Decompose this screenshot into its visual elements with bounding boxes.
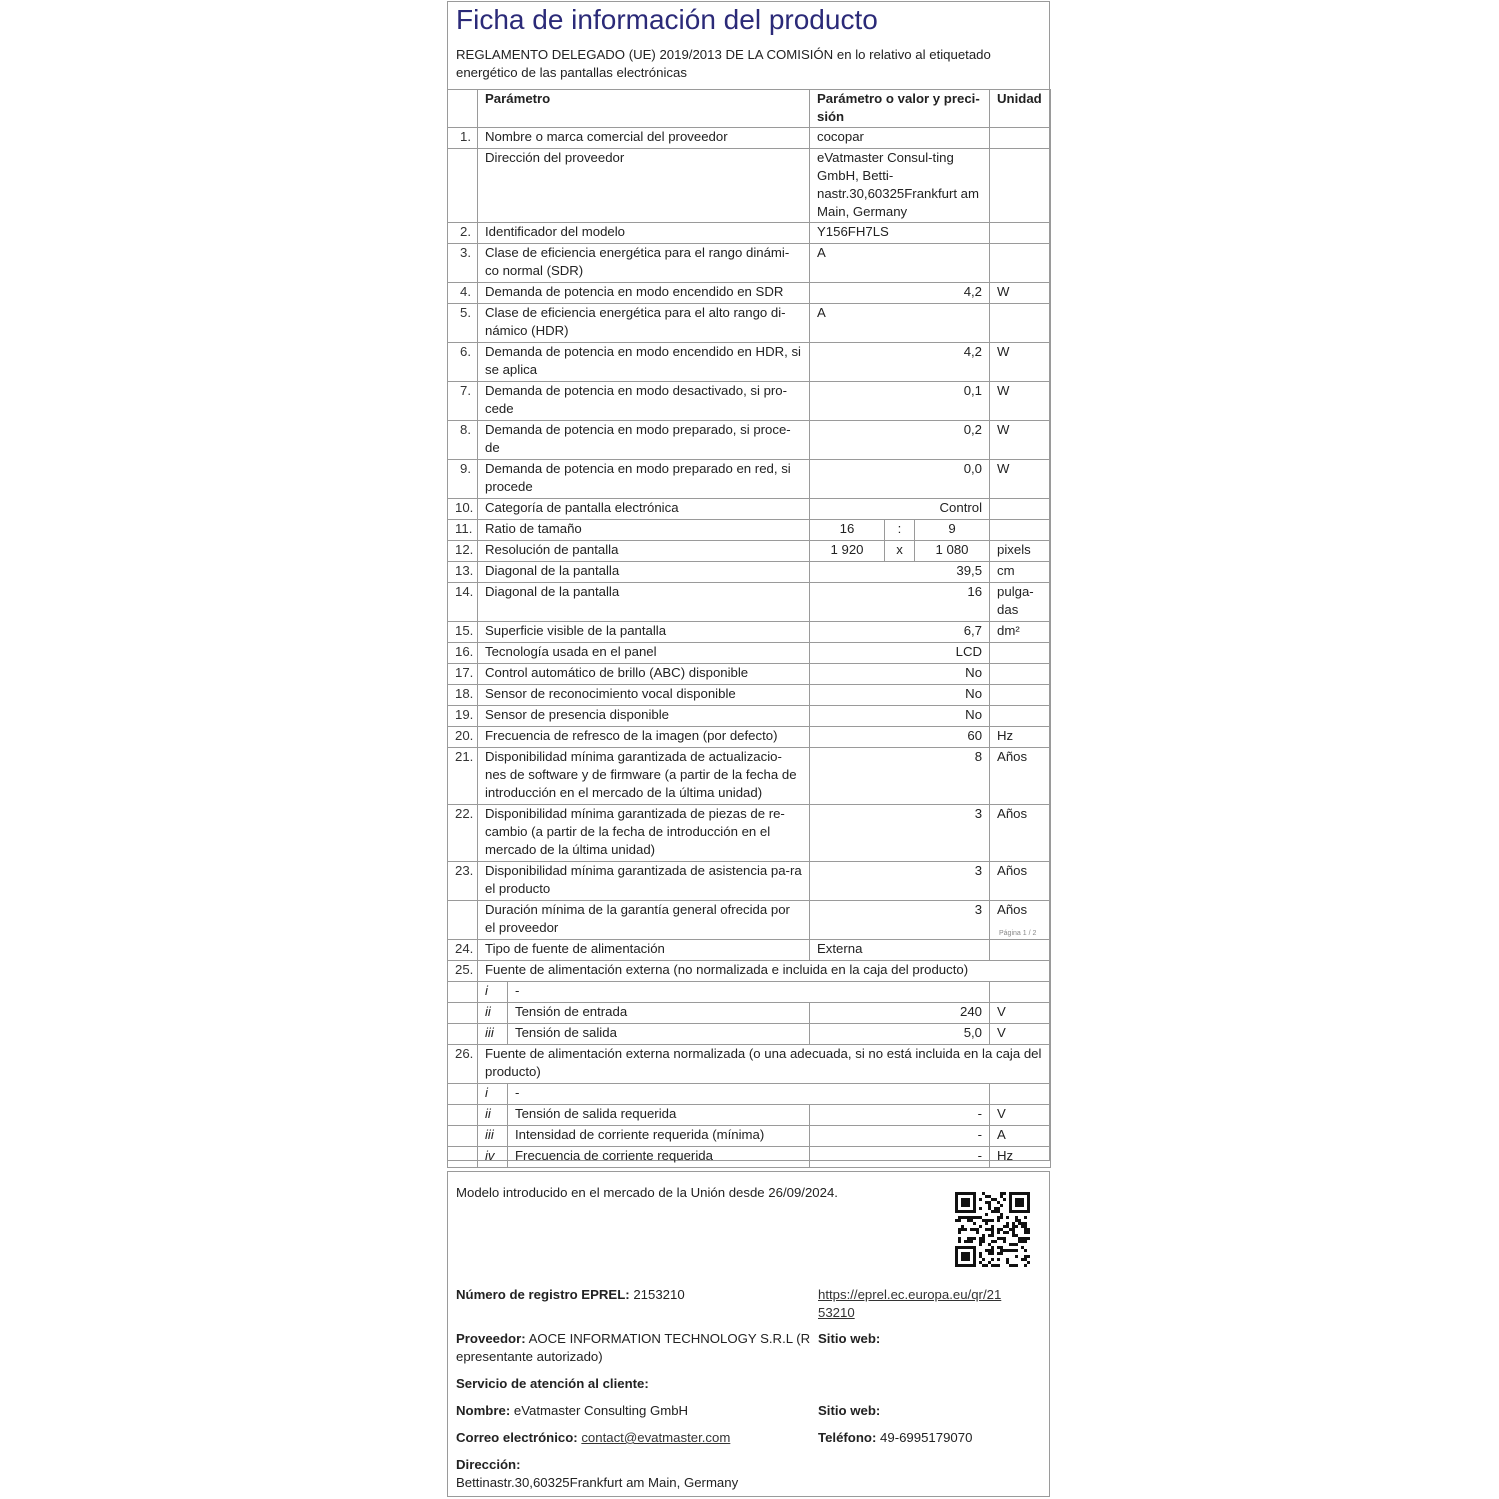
row-label: Identificador del modelo [478, 223, 810, 244]
table-row [448, 862, 1051, 901]
header-num-cell [448, 90, 478, 128]
row-unit [990, 685, 1051, 706]
row-value: Y156FH7LS [810, 223, 990, 244]
row-number [448, 1105, 478, 1126]
row-unit: Años [990, 805, 1051, 862]
sub-value: 5,0 [810, 1024, 990, 1045]
sub-value: - [810, 1105, 990, 1126]
table-row [448, 982, 1051, 1003]
row-value: 3 [810, 805, 990, 862]
page-title: Ficha de información del producto [456, 4, 878, 35]
spec-table [447, 89, 1051, 1168]
table-row [448, 901, 1051, 940]
row-unit: Años [990, 901, 1051, 940]
row-number [448, 901, 478, 940]
row-number: 12. [448, 541, 478, 562]
sub-label: Tensión de entrada [508, 1003, 810, 1024]
row-number [448, 149, 478, 223]
row-number: 10. [448, 499, 478, 520]
sub-unit [990, 982, 1051, 1003]
row-number: 21. [448, 748, 478, 805]
row-number: 23. [448, 862, 478, 901]
roman-index: i [478, 982, 508, 1003]
customer-service-label: Servicio de atención al cliente: [456, 1376, 649, 1391]
row-number: 25. [448, 961, 478, 982]
table-row [448, 1147, 1051, 1168]
table-row [448, 583, 1051, 622]
row-number [448, 1003, 478, 1024]
row-label: Tipo de fuente de alimentación [478, 940, 810, 961]
table-row [448, 1126, 1051, 1147]
row-value: No [810, 664, 990, 685]
regulation-title: REGLAMENTO DELEGADO (UE) 2019/2013 DE LA COMISIÓN [456, 47, 834, 62]
table-row [448, 244, 1051, 283]
row-value: No [810, 685, 990, 706]
row-value: 0,0 [810, 460, 990, 499]
row-label: Sensor de presencia disponible [478, 706, 810, 727]
address-label: Dirección: [456, 1457, 521, 1472]
row-number: 14. [448, 583, 478, 622]
roman-index: ii [478, 1003, 508, 1024]
phone-value: 49-6995179070 [880, 1430, 973, 1445]
row-label: Disponibilidad mínima garantizada de actualizacio-nes de software y de firmware (a partir de la fecha de introducción en el mercado de la última unidad) [478, 748, 810, 805]
row-label: Dirección del proveedor [478, 149, 810, 223]
roman-index: iv [478, 1147, 508, 1168]
table-row [448, 421, 1051, 460]
sub-label: Intensidad de corriente requerida (mínima) [508, 1126, 810, 1147]
row-value: 4,2 [810, 283, 990, 304]
table-row [448, 1003, 1051, 1024]
row-label: Nombre o marca comercial del proveedor [478, 128, 810, 149]
table-row [448, 90, 1051, 128]
table-row [448, 128, 1051, 149]
row-value: A [810, 304, 990, 343]
table-row [448, 961, 1051, 982]
table-row [448, 343, 1051, 382]
row-label: Categoría de pantalla electrónica [478, 499, 810, 520]
row-number: 13. [448, 562, 478, 583]
row-value: cocopar [810, 128, 990, 149]
row-unit: W [990, 421, 1051, 460]
sub-value: - [810, 1126, 990, 1147]
row-number: 22. [448, 805, 478, 862]
row-value: 16 [810, 583, 990, 622]
sub-value: 240 [810, 1003, 990, 1024]
row-number: 16. [448, 643, 478, 664]
sub-unit: Hz [990, 1147, 1051, 1168]
provider-row [456, 1330, 810, 1348]
product-info-sheet [447, 1, 1050, 1161]
table-row [448, 622, 1051, 643]
row-number: 11. [448, 520, 478, 541]
row-number: 4. [448, 283, 478, 304]
header-unit: Unidad [990, 90, 1051, 128]
roman-index: iii [478, 1024, 508, 1045]
row-number: 6. [448, 343, 478, 382]
row-unit [990, 643, 1051, 664]
row-number: 26. [448, 1045, 478, 1084]
row-value: A [810, 244, 990, 283]
row-unit: W [990, 343, 1051, 382]
row-label: Demanda de potencia en modo encendido en HDR, si se aplica [478, 343, 810, 382]
row-value: eVatmaster Consul-ting GmbH, Betti-nastr.30,60325Frankfurt am Main, Germany [810, 149, 990, 223]
sub-label: - [508, 1084, 990, 1105]
row-unit: Hz [990, 727, 1051, 748]
row-label: Disponibilidad mínima garantizada de asistencia pa-ra el producto [478, 862, 810, 901]
table-row [448, 149, 1051, 223]
provider-value-cont: epresentante autorizado) [456, 1349, 603, 1364]
sub-unit: V [990, 1105, 1051, 1126]
row-value: 3 [810, 862, 990, 901]
row-unit [990, 940, 1051, 961]
row-number [448, 1084, 478, 1105]
row-number: 17. [448, 664, 478, 685]
row-label: Diagonal de la pantalla [478, 562, 810, 583]
page-mark: Página 1 / 2 [999, 930, 1037, 937]
row-label: Diagonal de la pantalla [478, 583, 810, 622]
table-row [448, 562, 1051, 583]
row-unit: W [990, 382, 1051, 421]
table-row [448, 1105, 1051, 1126]
row-number: 5. [448, 304, 478, 343]
email-link[interactable]: contact@evatmaster.com [581, 1430, 731, 1445]
header-param: Parámetro [478, 90, 810, 128]
row-value: 60 [810, 727, 990, 748]
table-row [448, 1084, 1051, 1105]
row-value: LCD [810, 643, 990, 664]
row-value-b: 1 080 [915, 541, 990, 562]
row-label: Resolución de pantalla [478, 541, 810, 562]
row-unit: cm [990, 562, 1051, 583]
row-value-sep: : [885, 520, 915, 541]
row-unit: Años [990, 748, 1051, 805]
table-row [448, 1045, 1051, 1084]
row-unit [990, 149, 1051, 223]
header-value: Parámetro o valor y preci-sión [810, 90, 990, 128]
row-number: 1. [448, 128, 478, 149]
row-unit: pulga-das [990, 583, 1051, 622]
sub-label: - [508, 982, 990, 1003]
row-number: 24. [448, 940, 478, 961]
row-value: No [810, 706, 990, 727]
row-label: Demanda de potencia en modo preparado en red, si procede [478, 460, 810, 499]
row-number: 19. [448, 706, 478, 727]
row-value-b: 9 [915, 520, 990, 541]
row-label: Duración mínima de la garantía general ofrecida por el proveedor [478, 901, 810, 940]
row-value: Externa [810, 940, 990, 961]
table-row [448, 520, 1051, 541]
table-row [448, 664, 1051, 685]
row-value: 0,1 [810, 382, 990, 421]
row-label: Disponibilidad mínima garantizada de piezas de re-cambio (a partir de la fecha de introducción en el mercado de la última unidad) [478, 805, 810, 862]
row-value-a: 16 [810, 520, 885, 541]
table-row [448, 685, 1051, 706]
table-row [448, 223, 1051, 244]
row-label: Tecnología usada en el panel [478, 643, 810, 664]
table-row [448, 706, 1051, 727]
email-label: Correo electrónico: [456, 1430, 578, 1445]
row-label: Demanda de potencia en modo preparado, si proce-de [478, 421, 810, 460]
psu-label: Fuente de alimentación externa (no normalizada e incluida en la caja del producto) [478, 961, 1051, 982]
row-number: 7. [448, 382, 478, 421]
row-number [448, 982, 478, 1003]
table-row [448, 940, 1051, 961]
table-row [448, 460, 1051, 499]
row-number: 3. [448, 244, 478, 283]
website-label: Sitio web: [818, 1331, 881, 1346]
name-row [456, 1402, 688, 1420]
row-number [448, 1147, 478, 1168]
table-row [448, 643, 1051, 664]
address-value: Bettinastr.30,60325Frankfurt am Main, Germany [456, 1475, 739, 1490]
table-row [448, 304, 1051, 343]
row-label: Frecuencia de refresco de la imagen (por defecto) [478, 727, 810, 748]
market-intro: Modelo introducido en el mercado de la Unión desde 26/09/2024. [456, 1185, 838, 1200]
footer-box [447, 1171, 1050, 1497]
eprel-row [456, 1286, 685, 1304]
table-row [448, 805, 1051, 862]
table-row [448, 727, 1051, 748]
name-label: Nombre: [456, 1403, 511, 1418]
row-number: 20. [448, 727, 478, 748]
row-unit [990, 223, 1051, 244]
row-value: 8 [810, 748, 990, 805]
row-value: 4,2 [810, 343, 990, 382]
row-value: 39,5 [810, 562, 990, 583]
sub-label: Frecuencia de corriente requerida [508, 1147, 810, 1168]
row-number: 9. [448, 460, 478, 499]
sub-unit: V [990, 1003, 1051, 1024]
row-label: Control automático de brillo (ABC) disponible [478, 664, 810, 685]
provider-label: Proveedor: [456, 1331, 526, 1346]
row-label: Superficie visible de la pantalla [478, 622, 810, 643]
sub-unit: V [990, 1024, 1051, 1045]
roman-index: i [478, 1084, 508, 1105]
row-label: Ratio de tamaño [478, 520, 810, 541]
sub-value: - [810, 1147, 990, 1168]
sub-label: Tensión de salida requerida [508, 1105, 810, 1126]
table-row [448, 541, 1051, 562]
row-unit: pixels [990, 541, 1051, 562]
row-number: 8. [448, 421, 478, 460]
eprel-number: 2153210 [633, 1287, 685, 1302]
row-unit [990, 304, 1051, 343]
regulation-text [456, 46, 1046, 82]
row-unit [990, 244, 1051, 283]
table-row [448, 382, 1051, 421]
sub-unit [990, 1084, 1051, 1105]
psu-label: Fuente de alimentación externa normalizada (o una adecuada, si no está incluida en la caja del producto) [478, 1045, 1051, 1084]
website2-label: Sitio web: [818, 1403, 881, 1418]
row-value-a: 1 920 [810, 541, 885, 562]
qr-code-icon [955, 1192, 1030, 1267]
phone-label: Teléfono: [818, 1430, 877, 1445]
email-row [456, 1429, 730, 1447]
table-row [448, 499, 1051, 520]
row-label: Demanda de potencia en modo desactivado, si pro-cede [478, 382, 810, 421]
eprel-link[interactable]: https://eprel.ec.europa.eu/qr/21 [818, 1287, 1002, 1302]
table-row [448, 748, 1051, 805]
row-unit [990, 520, 1051, 541]
row-number: 18. [448, 685, 478, 706]
row-unit: dm² [990, 622, 1051, 643]
phone-row [818, 1429, 972, 1447]
eprel-link-cont[interactable]: 53210 [818, 1305, 855, 1320]
row-unit [990, 664, 1051, 685]
row-number [448, 1024, 478, 1045]
row-label: Sensor de reconocimiento vocal disponible [478, 685, 810, 706]
sub-label: Tensión de salida [508, 1024, 810, 1045]
name-value: eVatmaster Consulting GmbH [513, 1403, 689, 1418]
row-label: Demanda de potencia en modo encendido en SDR [478, 283, 810, 304]
row-unit [990, 128, 1051, 149]
provider-value: AOCE INFORMATION TECHNOLOGY S.R.L (R [528, 1331, 811, 1346]
row-value-sep: x [885, 541, 915, 562]
row-number: 2. [448, 223, 478, 244]
row-label: Clase de eficiencia energética para el alto rango di-námico (HDR) [478, 304, 810, 343]
eprel-label: Número de registro EPREL: [456, 1287, 630, 1302]
row-number [448, 1126, 478, 1147]
row-value: 0,2 [810, 421, 990, 460]
row-number: 15. [448, 622, 478, 643]
roman-index: ii [478, 1105, 508, 1126]
row-value: 6,7 [810, 622, 990, 643]
table-row [448, 283, 1051, 304]
row-value: Control [810, 499, 990, 520]
row-unit: W [990, 460, 1051, 499]
row-unit [990, 706, 1051, 727]
sub-unit: A [990, 1126, 1051, 1147]
row-unit: W [990, 283, 1051, 304]
row-unit [990, 499, 1051, 520]
roman-index: iii [478, 1126, 508, 1147]
regulation-rest: en lo relativo al etiquetado energético de las pantallas electrónicas [456, 47, 991, 80]
row-value: 3 [810, 901, 990, 940]
row-unit: Años [990, 862, 1051, 901]
table-row [448, 1024, 1051, 1045]
row-label: Clase de eficiencia energética para el rango dinámi-co normal (SDR) [478, 244, 810, 283]
